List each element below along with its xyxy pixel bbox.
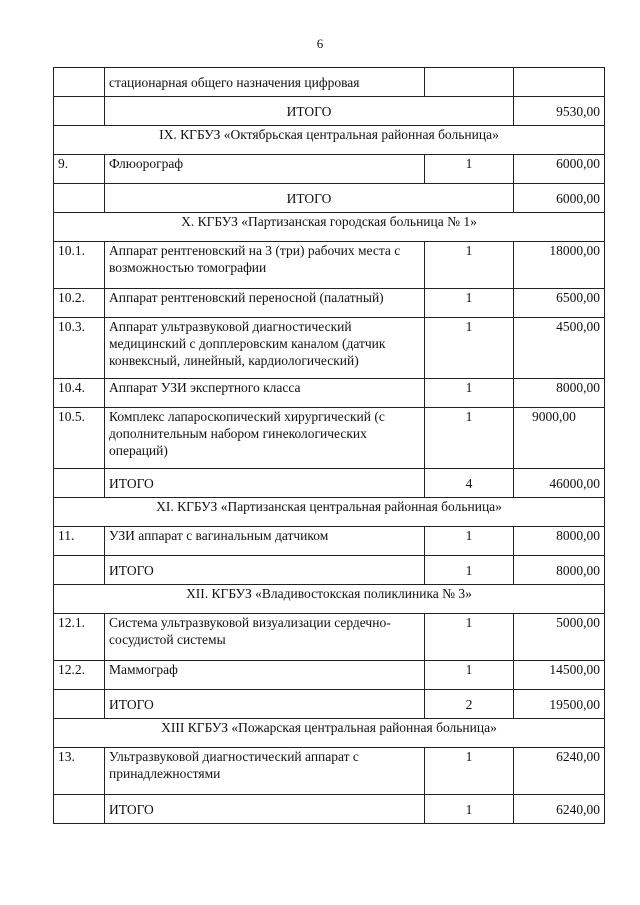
total-label: ИТОГО [105, 690, 425, 719]
num-cell: 11. [54, 527, 105, 556]
equipment-table [53, 67, 605, 824]
name-cell: Аппарат рентгеновский переносной (палатный) [105, 289, 425, 318]
sum-cell: 6000,00 [514, 155, 605, 184]
table-row [54, 155, 605, 184]
section-row [54, 213, 605, 242]
total-sum: 19500,00 [514, 690, 605, 719]
table-row [54, 408, 605, 469]
name-cell: Комплекс лапароскопический хирургический (с дополнительным набором гинекологических операций) [105, 408, 425, 469]
table-row [54, 68, 605, 97]
sum-cell: 6240,00 [514, 748, 605, 795]
total-sum: 8000,00 [514, 556, 605, 585]
name-cell: УЗИ аппарат с вагинальным датчиком [105, 527, 425, 556]
sum-cell: 18000,00 [514, 242, 605, 289]
section-row [54, 126, 605, 155]
total-qty: 2 [425, 690, 514, 719]
section-row [54, 585, 605, 614]
num-cell [54, 97, 105, 126]
total-sum: 46000,00 [514, 469, 605, 498]
qty-cell: 1 [425, 242, 514, 289]
name-cell: Ультразвуковой диагностический аппарат с принадлежностями [105, 748, 425, 795]
total-row [54, 184, 605, 213]
total-label: ИТОГО [105, 184, 514, 213]
qty-cell [425, 68, 514, 97]
sum-cell: 8000,00 [514, 379, 605, 408]
num-cell [54, 690, 105, 719]
qty-cell: 1 [425, 614, 514, 661]
total-label: ИТОГО [105, 556, 425, 585]
qty-cell: 1 [425, 408, 514, 469]
total-row [54, 690, 605, 719]
table-row [54, 318, 605, 379]
num-cell [54, 795, 105, 824]
sum-cell: 9000,00 [514, 408, 605, 469]
sum-cell: 6500,00 [514, 289, 605, 318]
total-row [54, 556, 605, 585]
num-cell [54, 184, 105, 213]
total-label: ИТОГО [105, 795, 425, 824]
num-cell: 10.2. [54, 289, 105, 318]
total-row [54, 97, 605, 126]
total-qty: 1 [425, 556, 514, 585]
qty-cell: 1 [425, 379, 514, 408]
total-label: ИТОГО [105, 97, 514, 126]
qty-cell: 1 [425, 748, 514, 795]
total-row [54, 795, 605, 824]
name-cell: Аппарат ультразвуковой диагностический медицинский с допплеровским каналом (датчик конвексный, линейный, кардиологический) [105, 318, 425, 379]
num-cell: 10.3. [54, 318, 105, 379]
table-row [54, 289, 605, 318]
total-sum: 6240,00 [514, 795, 605, 824]
name-cell: стационарная общего назначения цифровая [105, 68, 425, 97]
qty-cell: 1 [425, 289, 514, 318]
section-title: X. КГБУЗ «Партизанская городская больница № 1» [54, 213, 605, 242]
table-row [54, 614, 605, 661]
num-cell: 12.1. [54, 614, 105, 661]
table-row [54, 527, 605, 556]
num-cell [54, 68, 105, 97]
name-cell: Маммограф [105, 661, 425, 690]
num-cell [54, 556, 105, 585]
sum-cell: 8000,00 [514, 527, 605, 556]
table-row [54, 748, 605, 795]
name-cell: Аппарат УЗИ экспертного класса [105, 379, 425, 408]
section-title: IX. КГБУЗ «Октябрьская центральная районная больница» [54, 126, 605, 155]
total-qty: 1 [425, 795, 514, 824]
section-row [54, 719, 605, 748]
num-cell: 13. [54, 748, 105, 795]
num-cell: 10.1. [54, 242, 105, 289]
qty-cell: 1 [425, 661, 514, 690]
num-cell: 9. [54, 155, 105, 184]
section-title: XIII КГБУЗ «Пожарская центральная районная больница» [54, 719, 605, 748]
qty-cell: 1 [425, 527, 514, 556]
table-row [54, 242, 605, 289]
total-qty: 4 [425, 469, 514, 498]
name-cell: Аппарат рентгеновский на 3 (три) рабочих места с возможностью томографии [105, 242, 425, 289]
sum-cell: 4500,00 [514, 318, 605, 379]
name-cell: Флюорограф [105, 155, 425, 184]
num-cell: 10.4. [54, 379, 105, 408]
total-sum: 6000,00 [514, 184, 605, 213]
qty-cell: 1 [425, 155, 514, 184]
sum-cell [514, 68, 605, 97]
name-cell: Система ультразвуковой визуализации сердечно-сосудистой системы [105, 614, 425, 661]
num-cell [54, 469, 105, 498]
section-title: XI. КГБУЗ «Партизанская центральная районная больница» [54, 498, 605, 527]
page-number: 6 [316, 36, 324, 51]
section-row [54, 498, 605, 527]
total-label: ИТОГО [105, 469, 425, 498]
sum-cell: 5000,00 [514, 614, 605, 661]
section-title: XII. КГБУЗ «Владивостокская поликлиника № 3» [54, 585, 605, 614]
total-sum: 9530,00 [514, 97, 605, 126]
sum-cell: 14500,00 [514, 661, 605, 690]
total-row [54, 469, 605, 498]
qty-cell: 1 [425, 318, 514, 379]
num-cell: 12.2. [54, 661, 105, 690]
table-row [54, 661, 605, 690]
num-cell: 10.5. [54, 408, 105, 469]
table-row [54, 379, 605, 408]
